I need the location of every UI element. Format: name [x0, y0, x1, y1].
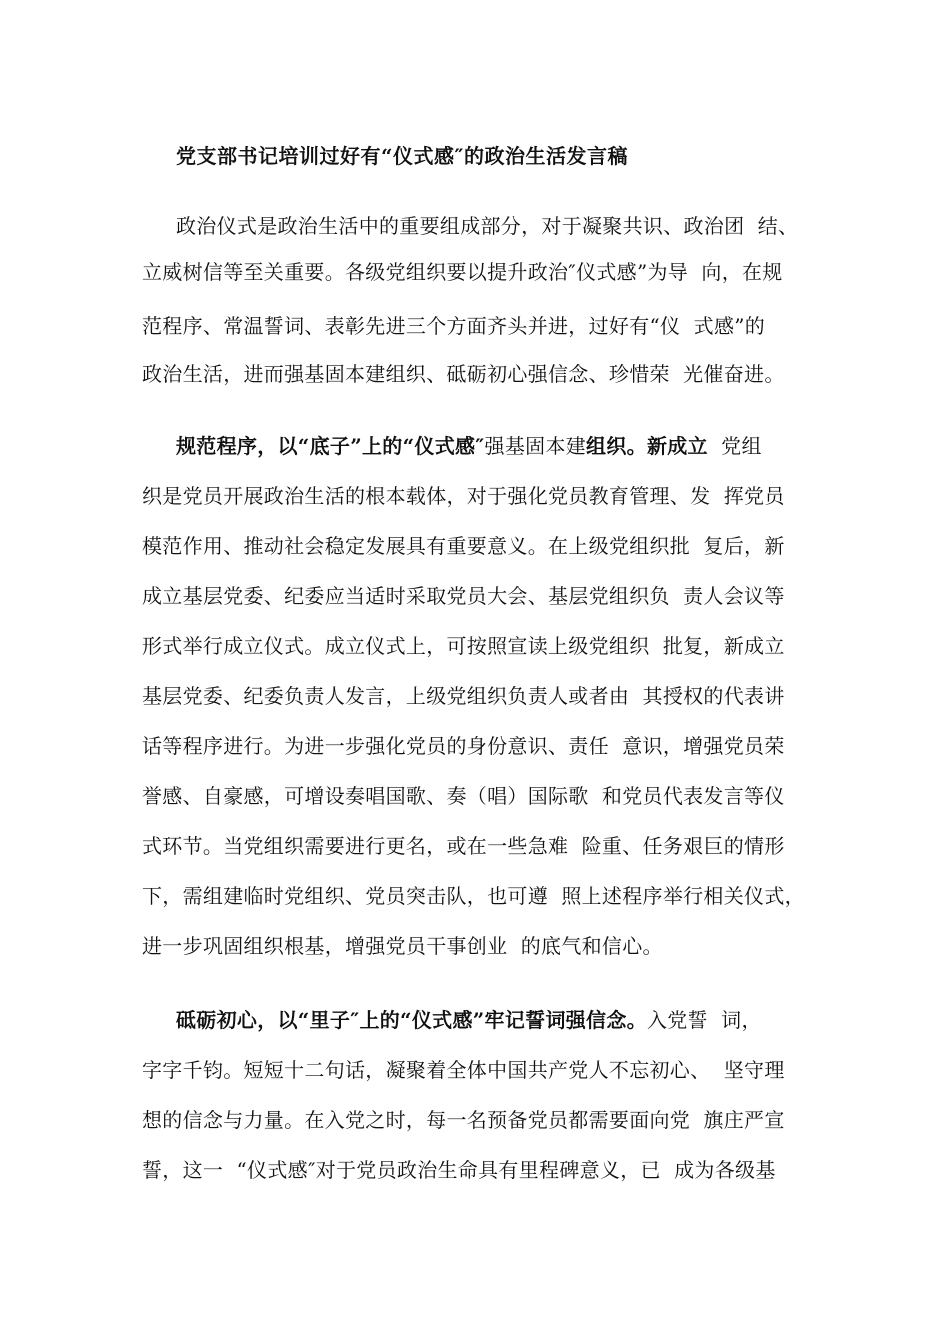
- paragraph-line: 织是党员开展政治生活的根本载体，对于强化党员教育管理、发 挥党员: [142, 484, 785, 508]
- section-heading: 砥砺初心，以“里子″上的“仪式感”牢记誓词强信念。: [176, 1008, 647, 1032]
- paragraph-text: 党组: [707, 434, 762, 458]
- paragraph-line: 誉感、自豪感，可增设奏唱国歌、奏（唱）国际歌 和党员代表发言等仪: [142, 784, 785, 808]
- paragraph-line: 政治仪式是政治生活中的重要组成部分，对于凝聚共识、政治团 结、: [176, 214, 799, 238]
- paragraph-line: 政治生活，进而强基固本建组织、砥砺初心强信念、珍惜荣 光催奋进。: [142, 362, 785, 386]
- paragraph-text: 强基固本建: [484, 434, 587, 458]
- paragraph-line: 成立基层党委、纪委应当适时采取党员大会、基层党组织负 责人会议等: [142, 584, 785, 608]
- paragraph-line: 式环节。当党组织需要进行更名，或在一些急难 险重、任务艰巨的情形: [142, 834, 785, 858]
- section-heading-line: [176, 432, 762, 460]
- paragraph-line: 基层党委、纪委负责人发言，上级党组织负责人或者由 其授权的代表讲: [142, 684, 785, 708]
- paragraph-line: 范程序、常温誓词、表彰先进三个方面齐头并进，过好有“仪 式感”的: [142, 314, 766, 338]
- section-heading-line: [176, 1006, 762, 1034]
- paragraph-line: 下，需组建临时党组织、党员突击队，也可遵 照上述程序举行相关仪式，: [142, 884, 805, 908]
- paragraph-line: 话等程序进行。为进一步强化党员的身份意识、责任 意识，增强党员荣: [142, 734, 785, 758]
- section-heading: 规范程序，以“底子”上的“仪式感″: [176, 434, 485, 458]
- paragraph-line: 字字千钧。短短十二句话，凝聚着全体中国共产党人不忘初心、 坚守理: [142, 1058, 785, 1082]
- paragraph-line: 进一步巩固组织根基，增强党员干事创业 的底气和信心。: [142, 934, 663, 958]
- section-heading-tail: 组织。新成立: [586, 434, 708, 458]
- paragraph-line: 立威树信等至关重要。各级党组织要以提升政治″仪式感”为导 向，在规: [142, 260, 783, 284]
- paragraph-line: 模范作用、推动社会稳定发展具有重要意义。在上级党组织批 复后，新: [142, 534, 785, 558]
- paragraph-text: 入党誓 词，: [646, 1008, 762, 1032]
- paragraph-line: 形式举行成立仪式。成立仪式上，可按照宣读上级党组织 批复，新成立: [142, 634, 785, 658]
- paragraph-line: 想的信念与力量。在入党之时，每一名预备党员都需要面向党 旗庄严宣: [142, 1108, 785, 1132]
- document-title: 党支部书记培训过好有“仪式感″的政治生活发言稿: [176, 144, 628, 168]
- paragraph-line: 誓，这一 “仪式感″对于党员政治生命具有里程碑意义，已 成为各级基: [142, 1158, 776, 1182]
